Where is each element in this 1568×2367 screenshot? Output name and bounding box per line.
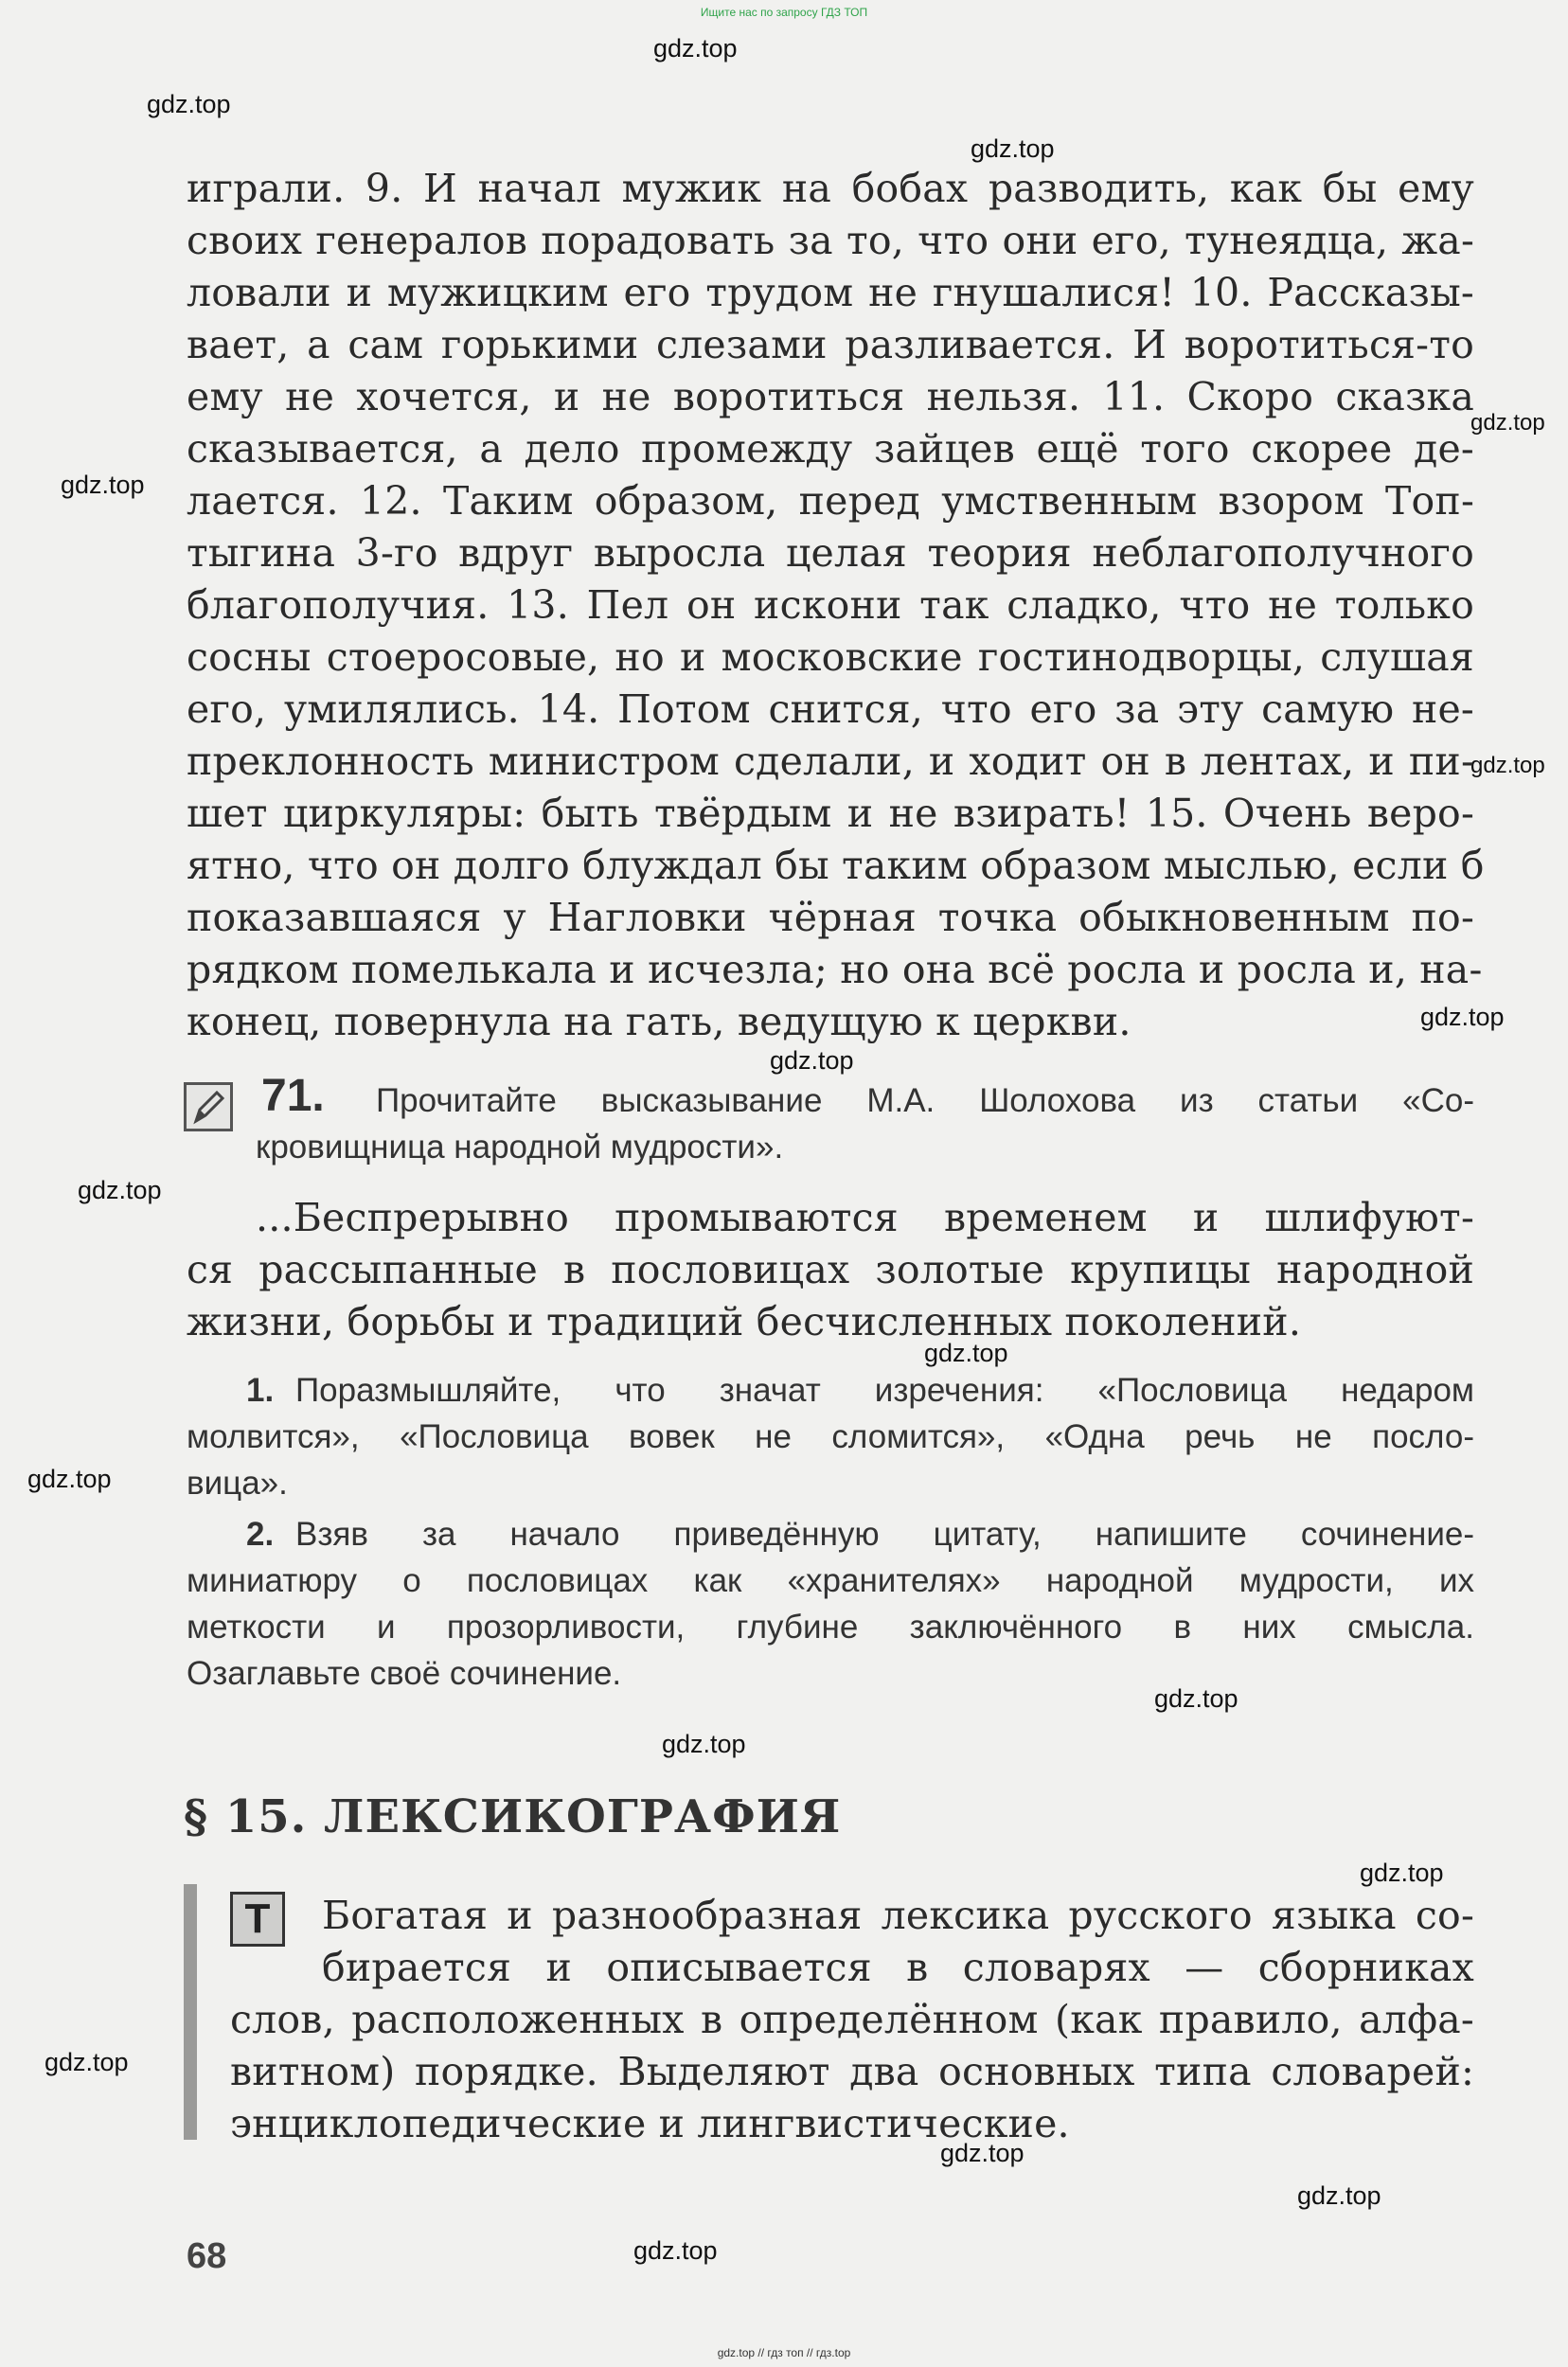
- text-line: сказывается, а дело промежду зайцев ещё того скорее де-: [187, 426, 1474, 472]
- watermark: gdz.top: [633, 2236, 718, 2265]
- watermark: gdz.top: [1470, 410, 1545, 436]
- task-number: 2.: [246, 1516, 275, 1553]
- text-line: его, умилялись. 14. Потом снится, что его за эту самую не-: [187, 686, 1474, 732]
- watermark: gdz.top: [61, 471, 145, 499]
- task-text: миниатюру о пословицах как «хранителях» народной мудрости, их: [187, 1562, 1474, 1599]
- watermark: gdz.top: [940, 2139, 1025, 2167]
- text-line: вает, а сам горькими слезами разливается. И воротиться-то: [187, 322, 1474, 367]
- watermark: gdz.top: [1420, 1003, 1505, 1031]
- text-line: преклонность министром сделали, и ходит он в лентах, и пи-: [187, 739, 1474, 784]
- section-title: § 15. ЛЕКСИКОГРАФИЯ: [184, 1790, 842, 1843]
- text-line: Богатая и разнообразная лексика русского языка со-: [322, 1893, 1474, 1938]
- watermark: gdz.top: [1154, 1684, 1238, 1713]
- text-line: рядком помелькала и исчезла; но она всё росла и росла и, на-: [187, 947, 1483, 992]
- watermark: gdz.top: [147, 90, 231, 118]
- watermark: gdz.top: [45, 2048, 129, 2076]
- task-text: Озаглавьте своё сочинение.: [187, 1655, 622, 1692]
- watermark: gdz.top: [662, 1730, 746, 1758]
- task-text: молвится», «Пословица вовек не сломится», «Одна речь не посло-: [187, 1418, 1474, 1455]
- theory-marker-icon: Т: [230, 1892, 285, 1947]
- watermark: gdz.top: [78, 1176, 162, 1204]
- exercise-intro: Прочитайте высказывание М.А. Шолохова из статьи «Со-: [376, 1082, 1474, 1119]
- quote-line: ...Беспрерывно промываются временем и шлифуют-: [256, 1195, 1474, 1240]
- bottom-banner: gdz.top // гдз топ // гдз.top: [717, 2346, 851, 2359]
- text-line: шет циркуляры: быть твёрдым и не взирать! 15. Очень веро-: [187, 791, 1474, 836]
- watermark: gdz.top: [1360, 1859, 1444, 1887]
- text-line: своих генералов порадовать за то, что они его, тунеядца, жа-: [187, 218, 1474, 263]
- text-line: слов, расположенных в определённом (как правило, алфа-: [230, 1997, 1474, 2042]
- task-text: вица».: [187, 1465, 288, 1502]
- text-line: лается. 12. Таким образом, перед умственным взором Топ-: [187, 478, 1474, 524]
- exercise-intro: кровищница народной мудрости».: [256, 1129, 784, 1166]
- quote-line: жизни, борьбы и традиций бесчисленных поколений.: [187, 1299, 1302, 1344]
- text-line: показавшаяся у Нагловки чёрная точка обыкновенным по-: [187, 895, 1474, 940]
- text-line: конец, повернула на гать, ведущую к церкви.: [187, 999, 1131, 1044]
- text-line: ловали и мужицким его трудом не гнушалися! 10. Рассказы-: [187, 270, 1474, 315]
- text-line: благополучия. 13. Пел он искони так сладко, что не только: [187, 582, 1474, 628]
- watermark: gdz.top: [971, 134, 1055, 163]
- text-line: витном) порядке. Выделяют два основных типа словарей:: [230, 2049, 1474, 2094]
- watermark: gdz.top: [1297, 2181, 1381, 2210]
- task-text: Взяв за начало приведённую цитату, напишите сочинение-: [295, 1516, 1474, 1553]
- text-line: бирается и описывается в словарях — сборниках: [322, 1945, 1474, 1990]
- watermark: gdz.top: [653, 34, 738, 62]
- task-text: Поразмышляйте, что значат изречения: «Пословица недаром: [295, 1372, 1474, 1409]
- text-line: ему не хочется, и не воротиться нельзя. 11. Скоро сказка: [187, 374, 1474, 419]
- watermark: gdz.top: [770, 1046, 854, 1075]
- text-line: тыгина 3-го вдруг выросла целая теория неблагополучного: [187, 530, 1474, 576]
- watermark: gdz.top: [27, 1465, 112, 1493]
- watermark: gdz.top: [1470, 753, 1545, 778]
- task-text: меткости и прозорливости, глубине заключённого в них смысла.: [187, 1609, 1474, 1646]
- theory-bar: [184, 1884, 197, 2140]
- text-line: сосны стоеросовые, но и московские гостинодворцы, слушая: [187, 634, 1474, 680]
- task-number: 1.: [246, 1372, 275, 1409]
- text-line: играли. 9. И начал мужик на бобах разводить, как бы ему: [187, 166, 1474, 211]
- top-banner: Ищите нас по запросу ГДЗ ТОП: [700, 6, 868, 19]
- text-line: энциклопедические и лингвистические.: [230, 2101, 1070, 2146]
- text-line: ятно, что он долго блуждал бы таким образом мыслью, если б: [187, 843, 1485, 888]
- exercise-number: 71.: [261, 1071, 325, 1121]
- pencil-icon: [184, 1082, 233, 1131]
- watermark: gdz.top: [924, 1339, 1008, 1367]
- quote-line: ся рассыпанные в пословицах золотые крупицы народной: [187, 1247, 1474, 1292]
- page-number: 68: [187, 2236, 227, 2276]
